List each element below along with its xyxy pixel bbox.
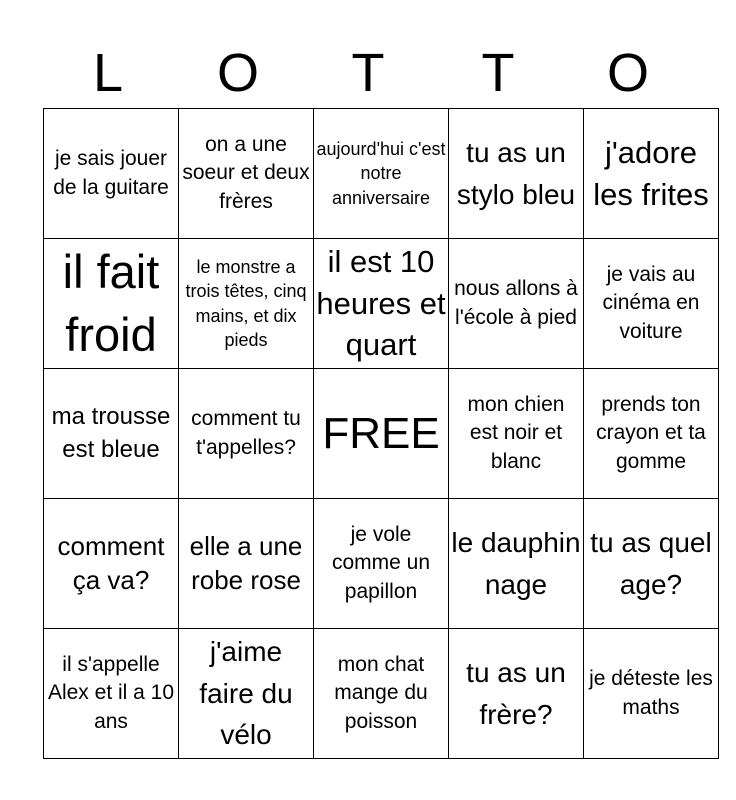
board-cell: nous allons à l'école à pied <box>449 239 584 369</box>
board-row <box>44 629 719 759</box>
board-cell: tu as quel age? <box>584 499 719 629</box>
title-letter: T <box>481 43 515 103</box>
board-cell: je vole comme un papillon <box>314 499 449 629</box>
board-cell: mon chien est noir et blanc <box>449 369 584 499</box>
board-row <box>44 109 719 239</box>
bingo-board <box>43 108 719 759</box>
board-cell: comment ça va? <box>44 499 179 629</box>
board-cell: mon chat mange du poisson <box>314 629 449 759</box>
title-letter: L <box>92 43 124 103</box>
board-cell: le monstre a trois têtes, cinq mains, et dix pieds <box>179 239 314 369</box>
board-cell: tu as un frère? <box>449 629 584 759</box>
board-cell: tu as un stylo bleu <box>449 109 584 239</box>
board-cell: on a une soeur et deux frères <box>179 109 314 239</box>
board-cell: j'aime faire du vélo <box>179 629 314 759</box>
title-letter: O <box>606 43 649 103</box>
board-row <box>44 499 719 629</box>
board-cell free-space: FREE <box>314 369 449 499</box>
board-cell: il fait froid <box>44 239 179 369</box>
board-cell: ma trousse est bleue <box>44 369 179 499</box>
board-row <box>44 369 719 499</box>
board-cell: comment tu t'appelles? <box>179 369 314 499</box>
board-cell: prends ton crayon et ta gomme <box>584 369 719 499</box>
board-cell: il s'appelle Alex et il a 10 ans <box>44 629 179 759</box>
board-cell: elle a une robe rose <box>179 499 314 629</box>
board-cell: je sais jouer de la guitare <box>44 109 179 239</box>
bingo-title <box>43 38 693 108</box>
board-cell: je déteste les maths <box>584 629 719 759</box>
board-cell: aujourd'hui c'est notre anniversaire <box>314 109 449 239</box>
board-row <box>44 239 719 369</box>
board-cell: il est 10 heures et quart <box>314 239 449 369</box>
board-cell: le dauphin nage <box>449 499 584 629</box>
title-letter: O <box>216 43 259 103</box>
board-cell: j'adore les frites <box>584 109 719 239</box>
board-cell: je vais au cinéma en voiture <box>584 239 719 369</box>
title-letter: T <box>351 43 385 103</box>
